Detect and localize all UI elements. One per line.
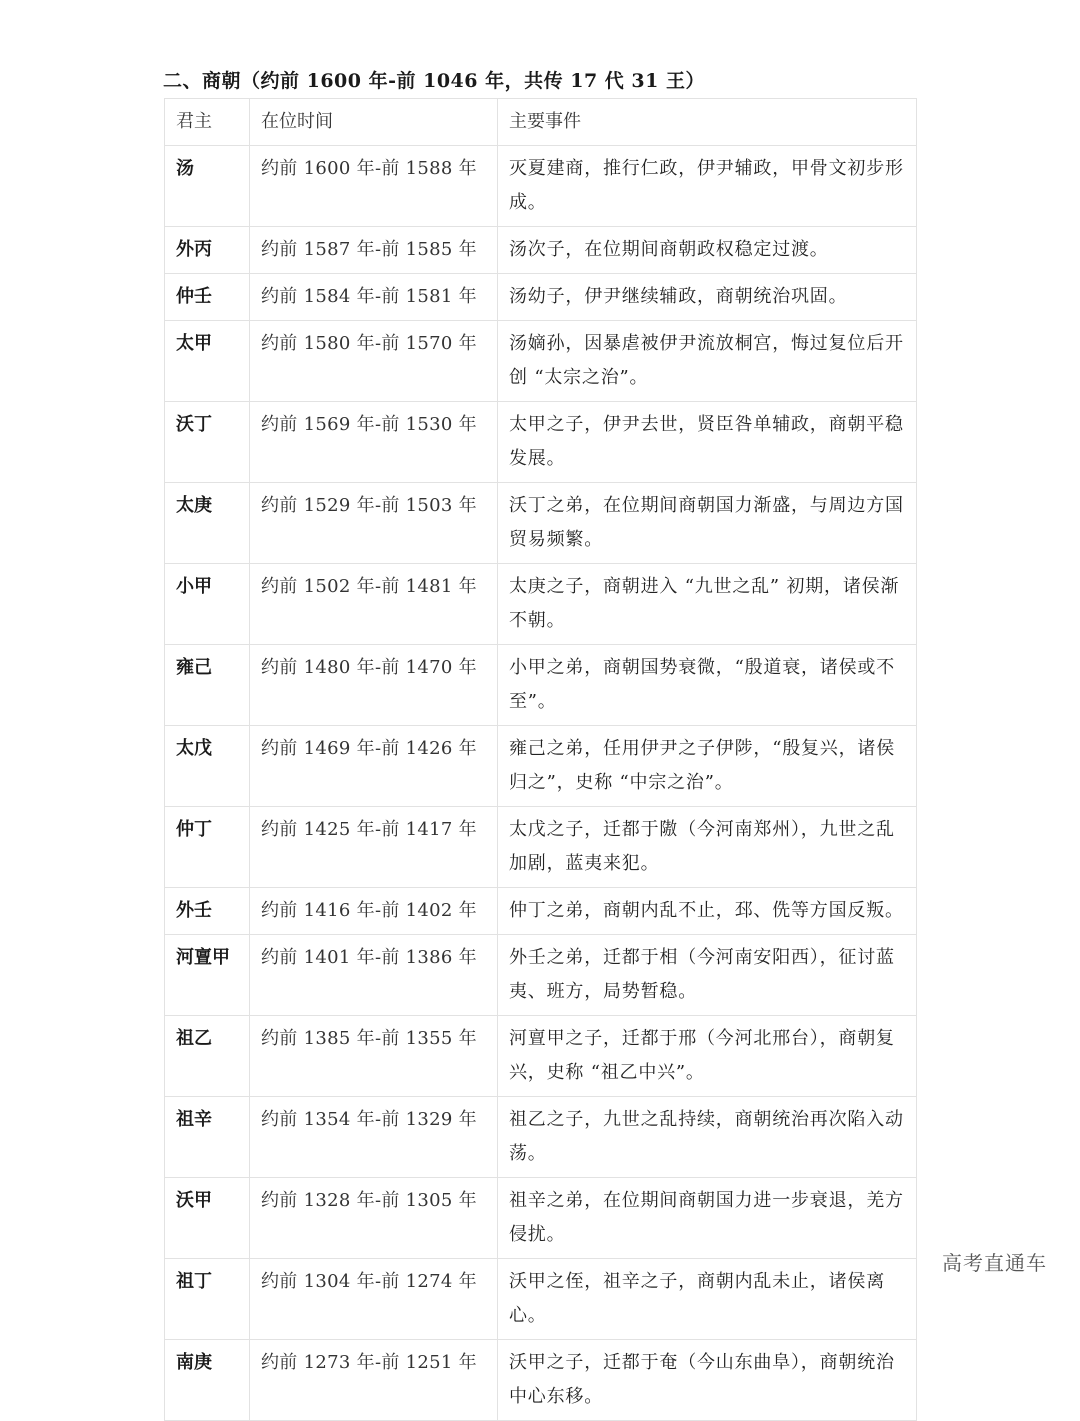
period-cell: 约前 1502 年-前 1481 年 [250,564,498,645]
ruler-cell: 太甲 [165,321,250,402]
table-row [165,1178,917,1259]
ruler-cell: 祖丁 [165,1259,250,1340]
period-cell: 约前 1580 年-前 1570 年 [250,321,498,402]
period-cell: 约前 1529 年-前 1503 年 [250,483,498,564]
table-row [165,726,917,807]
table-header-row [165,99,917,146]
period-cell: 约前 1328 年-前 1305 年 [250,1178,498,1259]
period-cell: 约前 1469 年-前 1426 年 [250,726,498,807]
table-row [165,274,917,321]
table-row [165,645,917,726]
table-row [165,935,917,1016]
shang-rulers-table [164,98,917,1421]
table-row [165,888,917,935]
ruler-cell: 小甲 [165,564,250,645]
ruler-cell: 沃丁 [165,402,250,483]
table-row [165,1259,917,1340]
ruler-cell: 仲丁 [165,807,250,888]
event-cell: 沃甲之子，迁都于奄（今山东曲阜），商朝统治中心东移。 [498,1340,917,1421]
table-row [165,564,917,645]
event-cell: 雍己之弟，任用伊尹之子伊陟，“殷复兴，诸侯归之”，史称 “中宗之治”。 [498,726,917,807]
event-cell: 祖乙之子，九世之乱持续，商朝统治再次陷入动荡。 [498,1097,917,1178]
event-cell: 小甲之弟，商朝国势衰微，“殷道衰，诸侯或不至”。 [498,645,917,726]
ruler-cell: 沃甲 [165,1178,250,1259]
ruler-cell: 汤 [165,146,250,227]
period-cell: 约前 1401 年-前 1386 年 [250,935,498,1016]
header-ruler: 君主 [165,99,250,146]
ruler-cell: 仲壬 [165,274,250,321]
ruler-cell: 河亶甲 [165,935,250,1016]
event-cell: 沃丁之弟，在位期间商朝国力渐盛，与周边方国贸易频繁。 [498,483,917,564]
event-cell: 沃甲之侄，祖辛之子，商朝内乱未止，诸侯离心。 [498,1259,917,1340]
period-cell: 约前 1416 年-前 1402 年 [250,888,498,935]
event-cell: 仲丁之弟，商朝内乱不止，邳、侁等方国反叛。 [498,888,917,935]
section-heading: 二、商朝（约前 1600 年-前 1046 年，共传 17 代 31 王） [163,70,705,92]
period-cell: 约前 1600 年-前 1588 年 [250,146,498,227]
period-cell: 约前 1354 年-前 1329 年 [250,1097,498,1178]
ruler-cell: 太戊 [165,726,250,807]
event-cell: 汤嫡孙，因暴虐被伊尹流放桐宫，悔过复位后开创 “太宗之治”。 [498,321,917,402]
period-cell: 约前 1425 年-前 1417 年 [250,807,498,888]
ruler-cell: 外丙 [165,227,250,274]
event-cell: 祖辛之弟，在位期间商朝国力进一步衰退，羌方侵扰。 [498,1178,917,1259]
table-row [165,321,917,402]
event-cell: 河亶甲之子，迁都于邢（今河北邢台），商朝复兴，史称 “祖乙中兴”。 [498,1016,917,1097]
table-row [165,146,917,227]
period-cell: 约前 1584 年-前 1581 年 [250,274,498,321]
period-cell: 约前 1304 年-前 1274 年 [250,1259,498,1340]
period-cell: 约前 1273 年-前 1251 年 [250,1340,498,1421]
period-cell: 约前 1385 年-前 1355 年 [250,1016,498,1097]
event-cell: 汤次子，在位期间商朝政权稳定过渡。 [498,227,917,274]
watermark-text: 高考直通车 [942,1251,1047,1275]
event-cell: 太庚之子，商朝进入 “九世之乱” 初期，诸侯渐不朝。 [498,564,917,645]
table-row [165,483,917,564]
table-row [165,402,917,483]
ruler-cell: 雍己 [165,645,250,726]
ruler-cell: 南庚 [165,1340,250,1421]
event-cell: 汤幼子，伊尹继续辅政，商朝统治巩固。 [498,274,917,321]
ruler-cell: 祖乙 [165,1016,250,1097]
header-event: 主要事件 [498,99,917,146]
table-row [165,1097,917,1178]
ruler-cell: 太庚 [165,483,250,564]
ruler-cell: 祖辛 [165,1097,250,1178]
table-row [165,807,917,888]
period-cell: 约前 1569 年-前 1530 年 [250,402,498,483]
ruler-cell: 外壬 [165,888,250,935]
table-row [165,227,917,274]
table-row [165,1340,917,1421]
event-cell: 灭夏建商，推行仁政，伊尹辅政，甲骨文初步形成。 [498,146,917,227]
event-cell: 太戊之子，迁都于隞（今河南郑州），九世之乱加剧，蓝夷来犯。 [498,807,917,888]
period-cell: 约前 1480 年-前 1470 年 [250,645,498,726]
header-period: 在位时间 [250,99,498,146]
event-cell: 外壬之弟，迁都于相（今河南安阳西），征讨蓝夷、班方，局势暂稳。 [498,935,917,1016]
event-cell: 太甲之子，伊尹去世，贤臣咎单辅政，商朝平稳发展。 [498,402,917,483]
period-cell: 约前 1587 年-前 1585 年 [250,227,498,274]
table-row [165,1016,917,1097]
